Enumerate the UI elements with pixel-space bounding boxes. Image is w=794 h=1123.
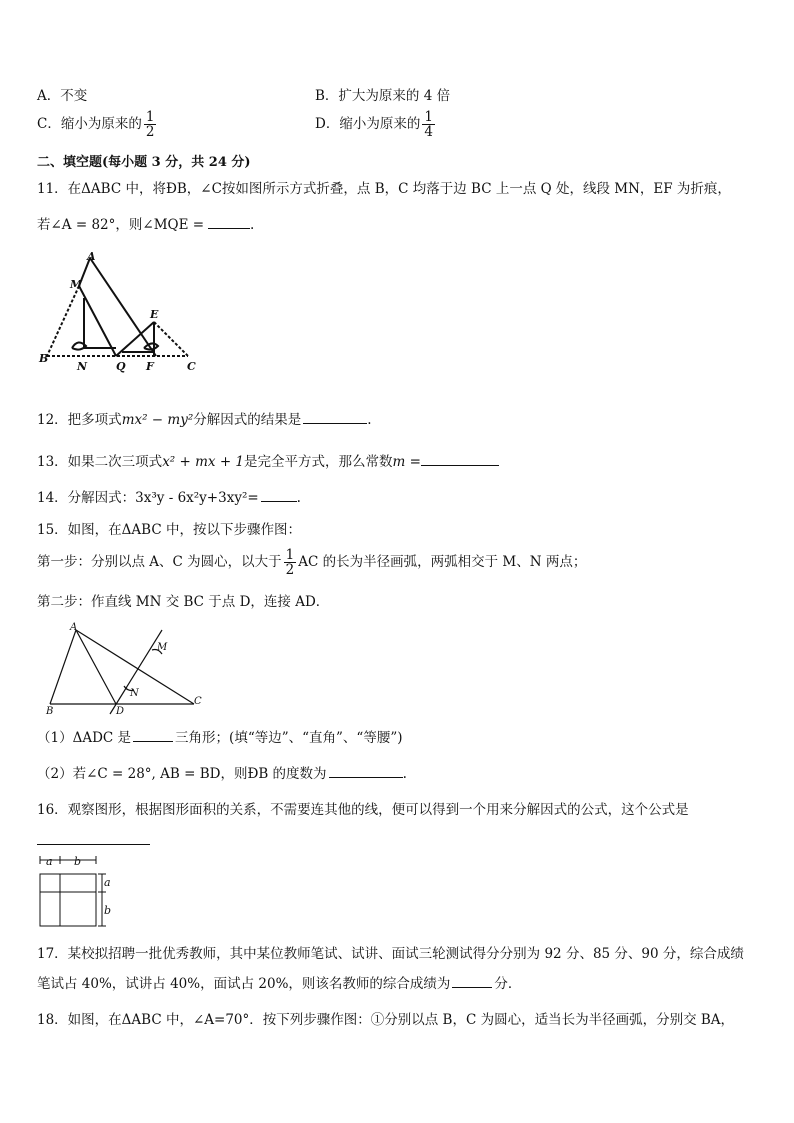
q12-line bbox=[37, 408, 372, 428]
q13-m: m = bbox=[392, 454, 421, 470]
q11-line1: 11．在ΔABC 中，将ÐB，∠C按如图所示方式折叠，点 B，C 均落于边 BC 上一点 Q 处，线段 MN，EF 为折痕， bbox=[37, 181, 731, 197]
q11-label-F: F bbox=[146, 360, 154, 373]
q17-line2-text: 笔试占 40%，试讲占 40%，面试占 20%，则该名教师的综合成绩为 bbox=[37, 976, 451, 992]
q11-label-B: B bbox=[39, 352, 49, 365]
q15-sub1 bbox=[37, 726, 403, 746]
q15-label-N: N bbox=[130, 688, 139, 699]
q13-text-b: 是完全平方式，那么常数 bbox=[244, 454, 393, 470]
option-a: A．不变 bbox=[37, 88, 88, 104]
q11-figure bbox=[36, 252, 206, 377]
q14-text: 14．分解因式：3x³y - 6x²y+3xy²= bbox=[37, 490, 259, 506]
option-d-fraction bbox=[422, 110, 435, 139]
q13-line bbox=[37, 450, 499, 470]
q15-step1-text-a: 第一步：分别以点 A、C 为圆心，以大于 bbox=[37, 554, 282, 570]
q15-sub2-period: . bbox=[402, 766, 407, 782]
q15-sub1-blank[interactable] bbox=[133, 729, 173, 742]
q11-label-A: A bbox=[87, 250, 96, 263]
option-d-numerator: 1 bbox=[424, 109, 433, 125]
q16-label-a-side: a bbox=[104, 876, 111, 889]
q15-sub2-blank[interactable] bbox=[329, 765, 403, 778]
q11-line2-text: 若∠A = 82°，则∠MQE = bbox=[37, 217, 205, 233]
q11-label-E: E bbox=[150, 308, 159, 321]
q12-answer-blank[interactable] bbox=[303, 411, 367, 424]
q15-fraction bbox=[284, 548, 297, 577]
q16-label-a-top: a bbox=[46, 855, 53, 868]
q15-label-D: D bbox=[116, 706, 125, 717]
q11-line2 bbox=[37, 213, 254, 233]
q13-answer-blank[interactable] bbox=[421, 453, 499, 466]
q15-numerator: 1 bbox=[285, 547, 295, 563]
q15-label-B: B bbox=[46, 706, 54, 717]
q11-label-Q: Q bbox=[116, 360, 126, 373]
q11-answer-blank[interactable] bbox=[208, 216, 250, 229]
option-d-denominator: 4 bbox=[424, 124, 433, 140]
option-d-text: D．缩小为原来的 bbox=[315, 116, 421, 132]
q18-line1: 18．如图，在ΔABC 中，∠A=70°．按下列步骤作图：①分别以点 B，C 为圆心，适当长为半径画弧，分别交 BA， bbox=[37, 1012, 735, 1028]
q11-period: . bbox=[250, 217, 255, 233]
q15-sub1-text-a: （1）ΔADC 是 bbox=[37, 730, 132, 746]
option-c-numerator: 1 bbox=[145, 109, 155, 125]
q15-sub2 bbox=[37, 762, 407, 782]
q15-label-M: M bbox=[157, 642, 168, 653]
q15-figure bbox=[44, 624, 214, 716]
q17-line1: 17．某校拟招聘一批优秀教师，其中某位教师笔试、试讲、面试三轮测试得分分别为 92 分、85 分、90 分，综合成绩 bbox=[37, 946, 744, 962]
q13-text-a: 13．如果二次三项式 bbox=[37, 454, 163, 470]
q15-label-A: A bbox=[70, 622, 78, 633]
q15-sub2-text: （2）若∠C = 28°, AB = BD，则ÐB 的度数为 bbox=[37, 766, 327, 782]
q16-label-b-top: b bbox=[74, 855, 82, 868]
section-title: 二、填空题(每小题 3 分，共 24 分) bbox=[37, 155, 251, 170]
q12-expression: mx² − my² bbox=[121, 412, 194, 428]
q11-label-M: M bbox=[70, 278, 83, 291]
option-c-fraction bbox=[144, 110, 157, 139]
q16-line1: 16．观察图形，根据图形面积的关系，不需要连其他的线，便可以得到一个用来分解因式的公式，这个公式是 bbox=[37, 802, 689, 818]
q16-figure bbox=[38, 856, 128, 932]
q17-line2 bbox=[37, 972, 521, 992]
q16-answer-blank[interactable] bbox=[37, 830, 150, 845]
q11-label-N: N bbox=[77, 360, 88, 373]
q12-period: . bbox=[367, 412, 372, 428]
q15-denominator: 2 bbox=[285, 562, 295, 578]
q15-step1-text-b: AC 的长为半径画弧，两弧相交于 M、N 两点； bbox=[298, 554, 587, 570]
q14-period: . bbox=[296, 490, 301, 506]
q17-unit: 分． bbox=[494, 976, 522, 992]
q15-step2: 第二步：作直线 MN 交 BC 于点 D，连接 AD． bbox=[37, 594, 330, 610]
q11-label-C: C bbox=[187, 360, 196, 373]
q15-sub1-text-b: 三角形；(填“等边”、“直角”、“等腰”) bbox=[175, 730, 403, 746]
option-c-denominator: 2 bbox=[145, 124, 155, 140]
q13-expression: x² + mx + 1 bbox=[162, 454, 245, 470]
q15-step1 bbox=[37, 548, 586, 577]
q17-answer-blank[interactable] bbox=[452, 975, 492, 988]
q15-line1: 15．如图，在ΔABC 中，按以下步骤作图： bbox=[37, 522, 301, 538]
q12-text-a: 12．把多项式 bbox=[37, 412, 122, 428]
option-d bbox=[315, 110, 437, 139]
q12-text-b: 分解因式的结果是 bbox=[193, 412, 302, 428]
option-c-text: C．缩小为原来的 bbox=[37, 116, 142, 132]
q14-answer-blank[interactable] bbox=[261, 489, 297, 502]
q16-label-b-side: b bbox=[104, 904, 112, 917]
option-c bbox=[37, 110, 158, 139]
q15-label-C: C bbox=[194, 696, 202, 707]
q14-line bbox=[37, 486, 301, 506]
option-b: B．扩大为原来的 4 倍 bbox=[315, 88, 451, 104]
